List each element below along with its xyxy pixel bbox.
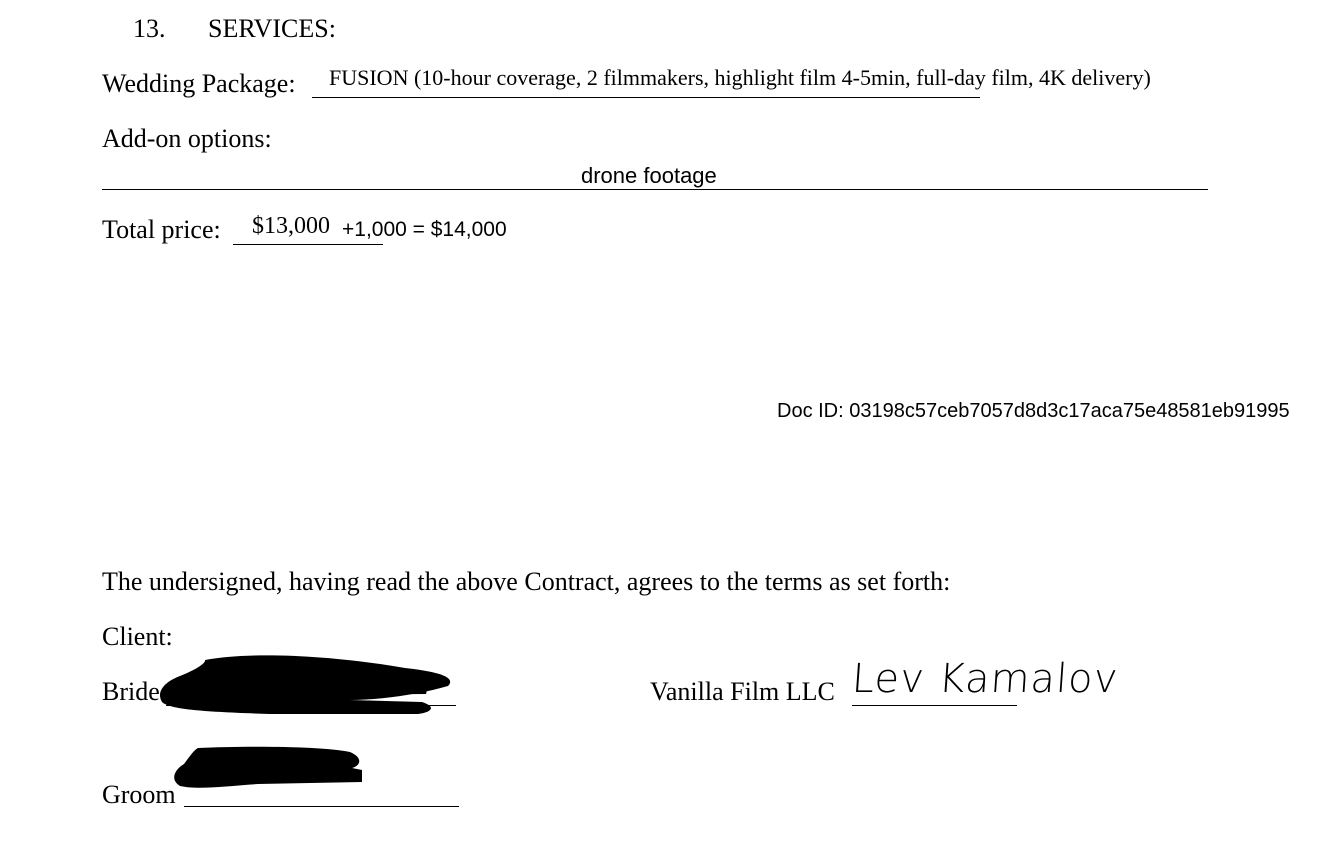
wedding-package-label: Wedding Package: bbox=[102, 69, 296, 98]
doc-id: Doc ID: 03198c57ceb7057d8d3c17aca75e48581eb91995 bbox=[777, 400, 1290, 422]
wedding-package-value: FUSION (10-hour coverage, 2 filmmakers, highlight film 4-5min, full-day film, 4K delivery) bbox=[329, 65, 1151, 90]
section-title: SERVICES: bbox=[208, 14, 336, 43]
wedding-package-underline bbox=[312, 97, 980, 98]
company-signature: Lev Kamalov bbox=[850, 656, 1120, 702]
groom-signature-line bbox=[184, 806, 459, 807]
section-number: 13. bbox=[133, 14, 166, 43]
agreement-text: The undersigned, having read the above Contract, agrees to the terms as set forth: bbox=[102, 567, 951, 596]
total-price-typed: $13,000 bbox=[252, 213, 330, 239]
addon-value: drone footage bbox=[581, 163, 717, 188]
total-price-handwritten: +1,000 = $14,000 bbox=[342, 218, 507, 241]
total-price-label: Total price: bbox=[102, 215, 221, 244]
addon-underline bbox=[102, 189, 1208, 190]
groom-redaction bbox=[168, 744, 368, 794]
bride-label: Bride bbox=[102, 677, 160, 706]
addon-label: Add-on options: bbox=[102, 124, 272, 153]
company-signature-line bbox=[852, 705, 1017, 706]
total-price-underline bbox=[233, 244, 383, 245]
company-name: Vanilla Film LLC bbox=[650, 677, 835, 706]
groom-label: Groom bbox=[102, 780, 176, 809]
bride-redaction bbox=[150, 648, 460, 720]
client-label: Client: bbox=[102, 622, 173, 651]
